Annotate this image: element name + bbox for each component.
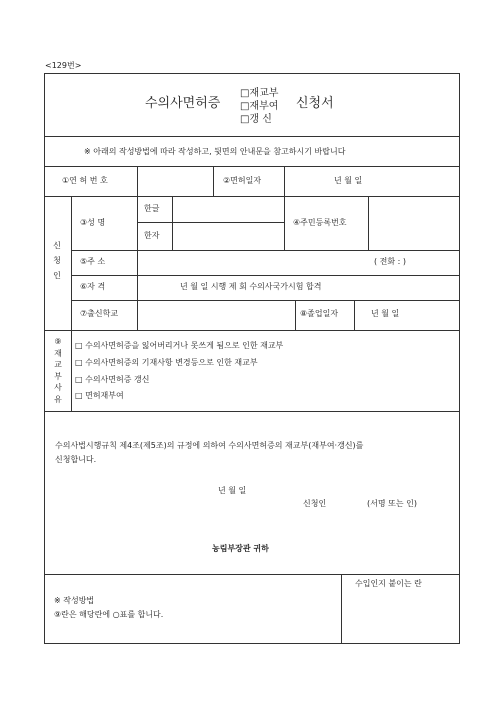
phone-field[interactable]: ( 전화 : ) [374, 257, 407, 266]
divider [44, 574, 460, 575]
divider [71, 330, 72, 411]
divider [71, 196, 72, 330]
resident-number-field[interactable] [369, 197, 458, 249]
school-field[interactable] [138, 301, 294, 329]
address-label: ⑤주 소 [80, 257, 106, 266]
recipient: 농림부장관 귀하 [212, 544, 269, 553]
writing-method-text: ⑨란은 해당란에 ○표를 합니다. [54, 610, 164, 619]
divider [213, 166, 214, 196]
title-option-regrant[interactable]: □재부여 [240, 101, 279, 112]
title-option-reissue[interactable]: □재교부 [240, 88, 279, 99]
applicant-signature-label: 신청인 [303, 499, 327, 508]
statement-line-2: 신청합니다. [55, 455, 97, 464]
signature-field[interactable]: (서명 또는 인) [367, 499, 417, 508]
qualification-label: ⑥자 격 [80, 282, 106, 291]
resident-number-label: ④주민등록번호 [293, 218, 347, 227]
name-hangul-field[interactable] [173, 197, 283, 222]
name-hangul-label: 한글 [144, 204, 160, 213]
name-hanja-field[interactable] [173, 223, 283, 249]
graduation-date-field[interactable]: 년 월 일 [371, 309, 400, 318]
school-label: ⑦출신학교 [80, 309, 119, 318]
form-number: <129번> [45, 61, 82, 70]
divider [71, 275, 460, 276]
divider [284, 196, 285, 250]
license-date-label: ②면허일자 [223, 176, 262, 185]
license-date-field[interactable]: 년 월 일 [334, 176, 363, 185]
reason-lost-or-damaged[interactable]: □ 수의사면허증을 잃어버리거나 못쓰게 됨으로 인한 재교부 [75, 341, 284, 350]
divider [44, 330, 460, 331]
qualification-text[interactable]: 년 월 일 시행 제 회 수의사국가시험 합격 [180, 282, 322, 291]
license-number-label: ①연 허 번 호 [62, 176, 108, 185]
name-hanja-label: 한자 [144, 231, 160, 240]
writing-method-title: ※ 작성방법 [54, 596, 95, 605]
statement-line-1: 수의사법시행규칙 제4조(제5조)의 규정에 의하여 수의사면허증의 재교부(재부여·갱신)를 [55, 441, 364, 450]
divider [284, 166, 285, 196]
divider [137, 196, 138, 250]
form-title-main: 수의사면허증 [145, 96, 221, 111]
form-title-suffix: 신청서 [296, 96, 334, 111]
reason-regrant[interactable]: □ 면허재부여 [75, 391, 124, 400]
outer-border-left [44, 73, 45, 644]
outer-border-bottom [44, 643, 460, 644]
divider [295, 300, 296, 330]
outer-border-top [44, 73, 460, 74]
applicant-section-label: 신 청 인 [53, 241, 61, 280]
reason-renewal[interactable]: □ 수의사면허증 갱신 [75, 375, 150, 384]
reissue-reason-section-label: ⑨ 재 교 부 사 유 [54, 337, 62, 404]
graduation-date-label: ⑧졸업일자 [300, 309, 339, 318]
address-field[interactable] [138, 251, 368, 275]
reason-info-change[interactable]: □ 수의사면허증의 기재사항 변경등으로 인한 재교부 [75, 358, 258, 367]
application-date[interactable]: 년 월 일 [218, 486, 247, 495]
title-option-renew[interactable]: □갱 신 [240, 114, 272, 125]
outer-border-right [459, 73, 460, 644]
license-number-field[interactable] [138, 167, 212, 196]
revenue-stamp-label: 수입인지 붙이는 란 [355, 579, 422, 588]
name-label: ③성 명 [80, 218, 106, 227]
divider [354, 300, 355, 330]
revenue-stamp-area[interactable] [342, 592, 458, 642]
instruction-text: ※ 아래의 작성방법에 따라 작성하고, 뒷면의 안내문을 참고하시기 바랍니다 [84, 147, 346, 156]
divider [44, 411, 460, 412]
divider [44, 136, 460, 137]
divider [44, 166, 460, 167]
